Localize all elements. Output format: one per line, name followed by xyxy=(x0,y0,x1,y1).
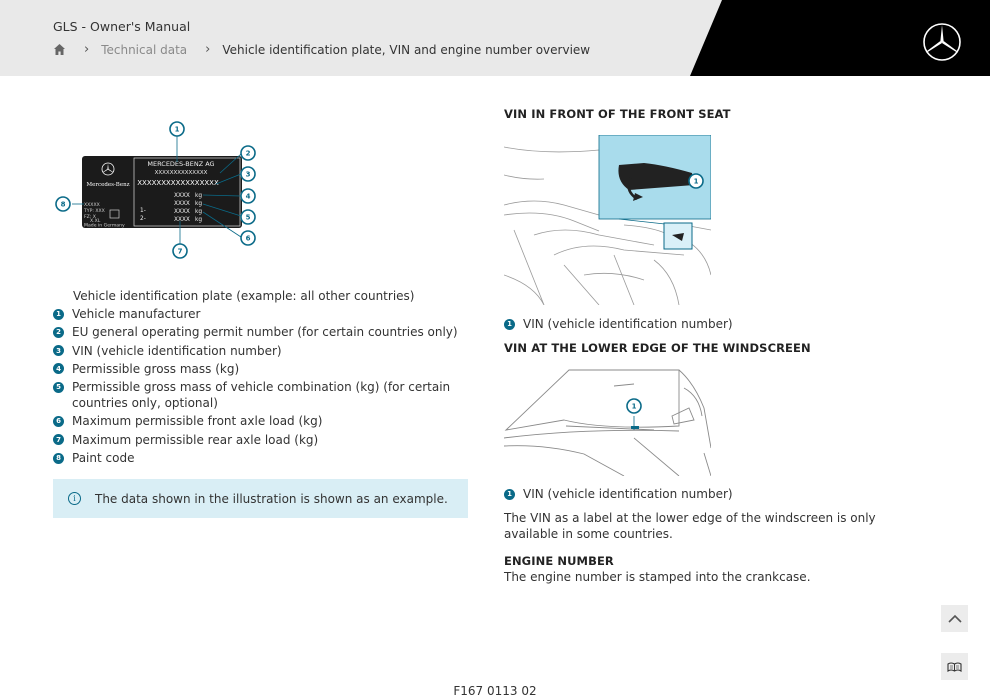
chevron-up-icon xyxy=(948,614,962,623)
legend-text: Permissible gross mass (kg) xyxy=(72,361,240,376)
legend-list xyxy=(53,306,473,468)
chevron-right-icon: › xyxy=(205,42,211,57)
info-note xyxy=(53,479,468,518)
callout-3 xyxy=(241,167,255,181)
vin-label-mark xyxy=(631,426,639,429)
caption-number-badge: 1 xyxy=(504,319,515,330)
svg-text:3: 3 xyxy=(245,170,251,179)
svg-text:8: 8 xyxy=(60,200,66,209)
heading-vin-front-seat: VIN IN FRONT OF THE FRONT SEAT xyxy=(504,107,731,121)
svg-text:5: 5 xyxy=(245,213,251,222)
legend-text: Maximum permissible rear axle load (kg) xyxy=(72,432,319,447)
plate-left-line: XXXXX xyxy=(84,203,100,208)
breadcrumb-current: Vehicle identification plate, VIN and engine number overview xyxy=(222,42,591,57)
legend-item xyxy=(53,343,473,359)
legend-item xyxy=(53,324,473,340)
caption-text: VIN (vehicle identification number) xyxy=(523,317,733,331)
legend-number-badge: 5 xyxy=(53,382,64,393)
caption-text: VIN (vehicle identification number) xyxy=(523,487,733,501)
plate-left-line: TYP: XXX xyxy=(84,209,105,214)
svg-text:6: 6 xyxy=(245,234,251,243)
plate-mass-unit: kg xyxy=(195,209,203,215)
manual-title: GLS - Owner's Manual xyxy=(53,19,191,34)
svg-text:2: 2 xyxy=(245,149,251,158)
engine-paragraph: The engine number is stamped into the crankcase. xyxy=(504,570,811,584)
plate-mass-value: XXXX xyxy=(174,193,190,199)
info-icon: i xyxy=(68,492,81,505)
plate-brand: MERCEDES-BENZ AG xyxy=(147,160,215,168)
legend-item xyxy=(53,450,473,466)
svg-text:7: 7 xyxy=(177,247,183,256)
caption-front-seat xyxy=(504,317,733,331)
legend-number-badge: 8 xyxy=(53,453,64,464)
plate-left-line: FZ: X xyxy=(84,215,96,220)
legend-item xyxy=(53,361,473,377)
breadcrumb-link-technical-data[interactable]: Technical data xyxy=(101,42,188,57)
legend-item xyxy=(53,432,473,448)
plate-made-in: Made in Germany xyxy=(84,223,125,229)
bookmark-button[interactable] xyxy=(941,653,968,680)
callout-1 xyxy=(170,122,184,136)
book-icon xyxy=(947,662,962,672)
mercedes-star-logo[interactable] xyxy=(922,22,962,62)
legend-text: Permissible gross mass of vehicle combination (kg) (for certain countries only, optional) xyxy=(72,380,451,411)
callout-1 xyxy=(689,174,703,188)
vehicle-identification-plate-illustration xyxy=(50,118,270,263)
svg-text:1: 1 xyxy=(693,177,699,186)
callout-4 xyxy=(241,189,255,203)
heading-vin-windscreen: VIN AT THE LOWER EDGE OF THE WINDSCREEN xyxy=(504,341,811,355)
windscreen-sketch xyxy=(504,370,711,476)
legend-text: Paint code xyxy=(72,451,135,466)
legend-number-badge: 2 xyxy=(53,327,64,338)
legend-item xyxy=(53,413,473,429)
plate-mass-unit: kg xyxy=(195,193,203,199)
legend-number-badge: 4 xyxy=(53,363,64,374)
vin-windscreen-illustration xyxy=(504,368,711,476)
plate-mass-unit: kg xyxy=(195,201,203,207)
legend-number-badge: 3 xyxy=(53,345,64,356)
plate-vin: XXXXXXXXXXXXXXXXX xyxy=(137,179,219,187)
plate-mass-unit: kg xyxy=(195,217,203,223)
plate-permit: XXXXXXXXXXXXXX xyxy=(154,170,208,176)
plate-left-line: X.XL xyxy=(90,219,101,224)
svg-text:1: 1 xyxy=(174,125,180,134)
breadcrumb xyxy=(53,42,590,57)
figure-code: F167 0113 02 xyxy=(453,684,537,698)
legend-item xyxy=(53,379,473,411)
callout-5 xyxy=(241,210,255,224)
plate-mass-prefix: 2- xyxy=(140,216,146,222)
callout-2 xyxy=(241,146,255,160)
legend-text: EU general operating permit number (for certain countries only) xyxy=(72,325,458,340)
legend-number-badge: 7 xyxy=(53,434,64,445)
header-bar xyxy=(0,0,990,76)
svg-text:4: 4 xyxy=(245,192,251,201)
plate-caption: Vehicle identification plate (example: all other countries) xyxy=(73,289,415,303)
legend-text: Vehicle manufacturer xyxy=(72,307,201,321)
callout-7 xyxy=(173,244,187,258)
home-icon[interactable] xyxy=(53,43,66,56)
plate-mass-prefix: 1- xyxy=(140,208,146,214)
vin-front-seat-illustration xyxy=(504,135,711,305)
legend-item xyxy=(53,306,473,322)
windscreen-paragraph: The VIN as a label at the lower edge of the windscreen is only available in some countries. xyxy=(504,511,876,541)
caption-windscreen xyxy=(504,487,733,501)
callout-8 xyxy=(56,197,70,211)
svg-text:1: 1 xyxy=(631,402,637,411)
plate-mass-value: XXXX xyxy=(174,209,190,215)
legend-text: VIN (vehicle identification number) xyxy=(72,343,282,358)
legend-text: Maximum permissible front axle load (kg) xyxy=(72,414,323,429)
legend-number-badge: 1 xyxy=(53,309,64,320)
legend-number-badge: 6 xyxy=(53,416,64,427)
chevron-right-icon: › xyxy=(84,42,90,57)
info-note-text: The data shown in the illustration is shown as an example. xyxy=(95,491,448,506)
plate-mass-value: XXXX xyxy=(174,217,190,223)
callout-1 xyxy=(627,399,641,413)
plate-mass-value: XXXX xyxy=(174,201,190,207)
plate-brand-wordmark: Mercedes-Benz xyxy=(86,182,130,188)
scroll-to-top-button[interactable] xyxy=(941,605,968,632)
callout-6 xyxy=(241,231,255,245)
caption-number-badge: 1 xyxy=(504,489,515,500)
heading-engine-number: ENGINE NUMBER xyxy=(504,554,614,568)
